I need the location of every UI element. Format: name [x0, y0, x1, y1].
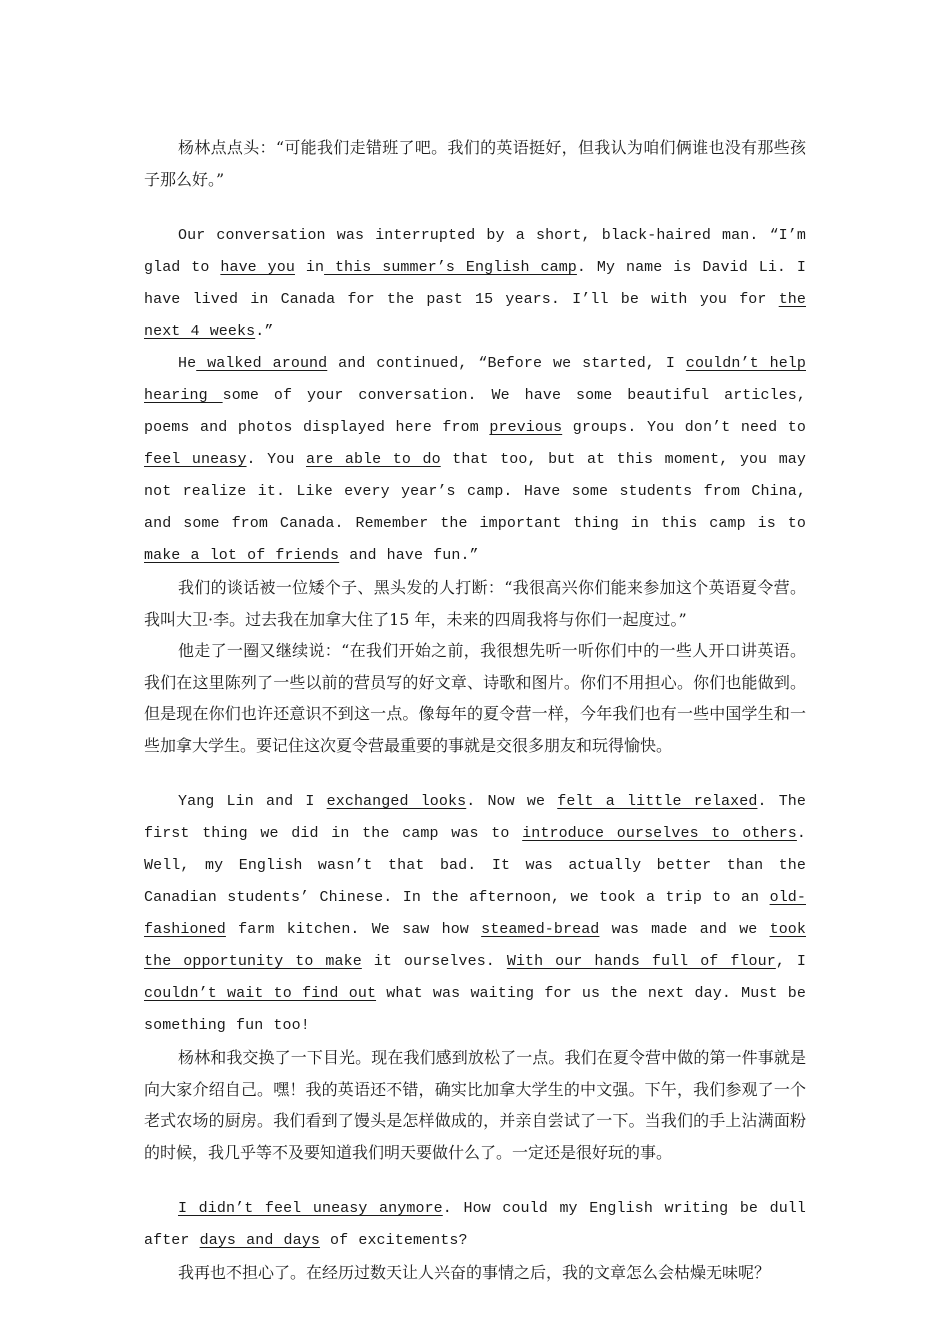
underlined-phrase: couldn’t wait to find out	[144, 985, 377, 1002]
text-run: . You	[246, 451, 307, 468]
text-run: . Now we	[466, 793, 558, 810]
text-run: Our conversation was interrupted by a short, black-haired man. “I’m glad to	[144, 227, 806, 276]
english-paragraph	[144, 220, 806, 348]
text-run: 杨林点点头：“可能我们走错班了吧。我们的英语挺好，但我认为咱们俩谁也没有那些孩子那么好。”	[144, 138, 806, 189]
underlined-phrase: feel uneasy	[144, 451, 247, 468]
underlined-phrase: felt a little relaxed	[557, 793, 758, 810]
text-section	[144, 786, 806, 1168]
text-run: , I	[775, 953, 806, 970]
underlined-phrase: walked around	[196, 355, 328, 372]
underlined-phrase: With our hands full of flour	[506, 953, 776, 970]
text-run: in	[294, 259, 325, 276]
text-run: Yang Lin and I	[178, 793, 327, 810]
text-run: that too, but at this moment, you may not realize it. Like every year’s camp. Have some students from China, and some from Canada. Remember the important thing in this camp is to	[144, 451, 806, 532]
section-gap	[144, 195, 806, 220]
text-run: 杨林和我交换了一下目光。现在我们感到放松了一点。我们在夏令营中做的第一件事就是向大家介绍自己。嘿！我的英语还不错，确实比加拿大学生的中文强。下午，我们参观了一个老式农场的厨房。我们看到了馒头是怎样做成的，并亲自尝试了一下。当我们的手上沾满面粉的时候，我几乎等不及要知道我们明天要做什么了。一定还是很好玩的事。	[144, 1048, 806, 1162]
chinese-translation-paragraph	[144, 132, 806, 195]
text-run: 他走了一圈又继续说：“在我们开始之前，我很想先听一听你们中的一些人开口讲英语。我们在这里陈列了一些以前的营员写的好文章、诗歌和图片。你们不用担心。你们也能做到。但是现在你们也许还意识不到这一点。像每年的夏令营一样，今年我们也有一些中国学生和一些加拿大学生。要记住这次夏令营最重要的事就是交很多朋友和玩得愉快。	[144, 641, 806, 755]
text-run: 我们的谈话被一位矮个子、黑头发的人打断：“我很高兴你们能来参加这个英语夏令营。我叫大卫·李。过去我在加拿大住了15 年，未来的四周我将与你们一起度过。”	[144, 578, 806, 629]
text-run: . The first thing we did in the camp was to	[144, 793, 807, 842]
underlined-phrase: exchanged looks	[326, 793, 467, 810]
underlined-phrase: took the opportunity to make	[144, 921, 806, 970]
text-run: . Well, my English wasn’t that bad. It was actually better than the Canadian students’ Chinese. In the afternoon, we took a trip to an	[144, 825, 806, 906]
underlined-phrase: old-fashioned	[144, 889, 806, 938]
chinese-translation-paragraph	[144, 1042, 806, 1168]
underlined-phrase: this summer’s English camp	[324, 259, 577, 276]
text-run: was made and we	[599, 921, 770, 938]
underlined-phrase: I didn’t feel uneasy anymore	[178, 1200, 443, 1217]
section-gap	[144, 1168, 806, 1193]
underlined-phrase: days and days	[199, 1232, 320, 1249]
underlined-phrase: introduce ourselves to others	[522, 825, 797, 842]
underlined-phrase: steamed-bread	[481, 921, 600, 938]
text-run: of excitements?	[319, 1232, 468, 1249]
underlined-phrase: have you	[220, 259, 295, 276]
text-run: 我再也不担心了。在经历过数天让人兴奋的事情之后，我的文章怎么会枯燥无味呢？	[178, 1263, 771, 1282]
text-run: groups. You don’t need to	[562, 419, 806, 436]
text-run: and continued, “Before we started, I	[327, 355, 686, 372]
text-run: it ourselves.	[361, 953, 507, 970]
text-section	[144, 220, 806, 761]
text-run: what was waiting for us the next day. Must be something fun too!	[144, 985, 806, 1034]
text-run: farm kitchen. We saw how	[225, 921, 482, 938]
text-run: . How could my English writing be dull after	[144, 1200, 807, 1249]
english-paragraph	[144, 1193, 806, 1257]
section-gap	[144, 761, 806, 786]
chinese-translation-paragraph	[144, 1257, 806, 1289]
underlined-phrase: the next 4 weeks	[144, 291, 806, 340]
english-paragraph	[144, 786, 806, 1042]
text-section	[144, 1193, 806, 1289]
text-run: . My name is David Li. I have lived in Canada for the past 15 years. I’ll be with you for	[144, 259, 807, 308]
text-section	[144, 132, 806, 195]
text-run: He	[178, 355, 197, 372]
chinese-translation-paragraph	[144, 635, 806, 761]
text-run: some of your conversation. We have some beautiful articles, poems and photos displayed here from	[144, 387, 806, 436]
document-page	[144, 132, 806, 1289]
underlined-phrase: couldn’t help hearing	[144, 355, 806, 404]
chinese-translation-paragraph	[144, 572, 806, 635]
underlined-phrase: are able to do	[306, 451, 441, 468]
underlined-phrase: previous	[489, 419, 563, 436]
english-paragraph	[144, 348, 806, 572]
text-run: .”	[255, 323, 274, 340]
text-run: and have fun.”	[339, 547, 479, 564]
underlined-phrase: make a lot of friends	[144, 547, 340, 564]
